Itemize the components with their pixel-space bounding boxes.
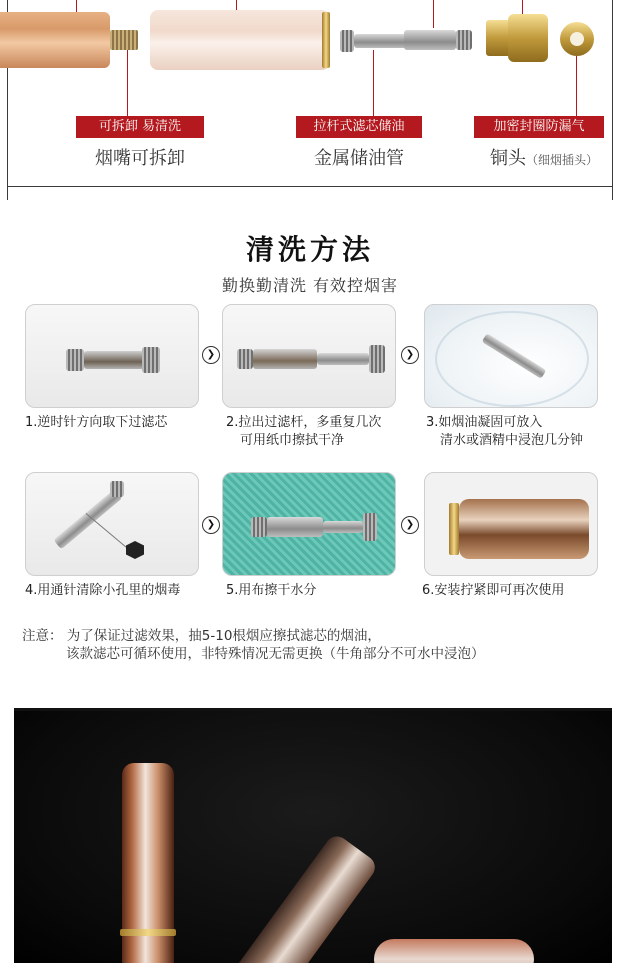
section-title: 清洗方法 [245, 233, 374, 266]
step-3-text-2: 清水或酒精中浸泡几分钟 [440, 433, 584, 448]
feature-tag-3: 加密封圈防漏气 [474, 116, 604, 138]
step-5-text: 5.用布擦干水分 [226, 583, 317, 598]
pipe-body-image [150, 10, 330, 70]
step-3-image [424, 304, 598, 408]
frame-right-line [612, 0, 613, 200]
step-arrow-1: ❯ [202, 346, 220, 364]
mouthpiece-image [0, 12, 110, 68]
parts-strip [0, 0, 620, 205]
part-caption-2: 金属储油管 [314, 148, 404, 169]
product-photo [14, 708, 612, 963]
step-2-image [222, 304, 396, 408]
part-caption-3-note: （细烟插头） [525, 153, 598, 167]
pointer-line-1b [76, 0, 77, 12]
seal-ring-hole [570, 32, 584, 46]
note-line-1: 注意： 为了保证过滤效果，抽5-10根烟应擦拭滤芯的烟油， [22, 628, 381, 644]
step-1-image [25, 304, 199, 408]
mouthpiece-thread [110, 30, 138, 50]
step-arrow-4: ❯ [401, 516, 419, 534]
step-5-image [222, 472, 396, 576]
step-1-text: 1.逆时针方向取下过滤芯 [25, 415, 168, 430]
step-4-image [25, 472, 199, 576]
pointer-line-2b [433, 0, 434, 28]
step-6-text: 6.安装拧紧即可再次使用 [422, 583, 565, 598]
brass-head-image [508, 14, 548, 62]
gold-ring [322, 12, 330, 68]
step-arrow-2: ❯ [401, 346, 419, 364]
pointer-line-3b [522, 0, 523, 14]
step-2-text-2: 可用纸巾擦拭干净 [240, 433, 345, 448]
feature-tag-1: 可拆卸 易清洗 [76, 116, 204, 138]
part-caption-3-main: 铜头 [489, 148, 526, 169]
pointer-line-body [236, 0, 237, 10]
pointer-line-1 [127, 50, 128, 116]
part-caption-1: 烟嘴可拆卸 [95, 148, 185, 169]
part-caption-3 [474, 144, 614, 170]
feature-tag-2: 拉杆式滤芯储油 [296, 116, 422, 138]
pointer-line-3 [576, 56, 577, 116]
step-6-image [424, 472, 598, 576]
brass-thread [486, 20, 510, 56]
filter-tube [404, 30, 456, 50]
horn-pipe-tilted [228, 832, 379, 963]
pointer-line-2 [373, 50, 374, 116]
horn-pipe-lying [374, 939, 534, 963]
note-line-2: 该款滤芯可循环使用，非特殊情况无需更换（牛角部分不可水中浸泡） [66, 646, 485, 662]
filter-knurl [340, 30, 354, 52]
frame-bottom-line [7, 186, 613, 187]
step-4-text: 4.用通针清除小孔里的烟毒 [25, 583, 181, 598]
step-2-text: 2.拉出过滤杆，多重复几次 [226, 415, 382, 430]
horn-pipe-ring [120, 929, 176, 936]
step-arrow-3: ❯ [202, 516, 220, 534]
section-subtitle: 勤换勤清洗 有效控烟害 [221, 276, 399, 295]
step-3-text: 3.如烟油凝固可放入 [426, 415, 543, 430]
filter-knurl-end [456, 30, 472, 50]
